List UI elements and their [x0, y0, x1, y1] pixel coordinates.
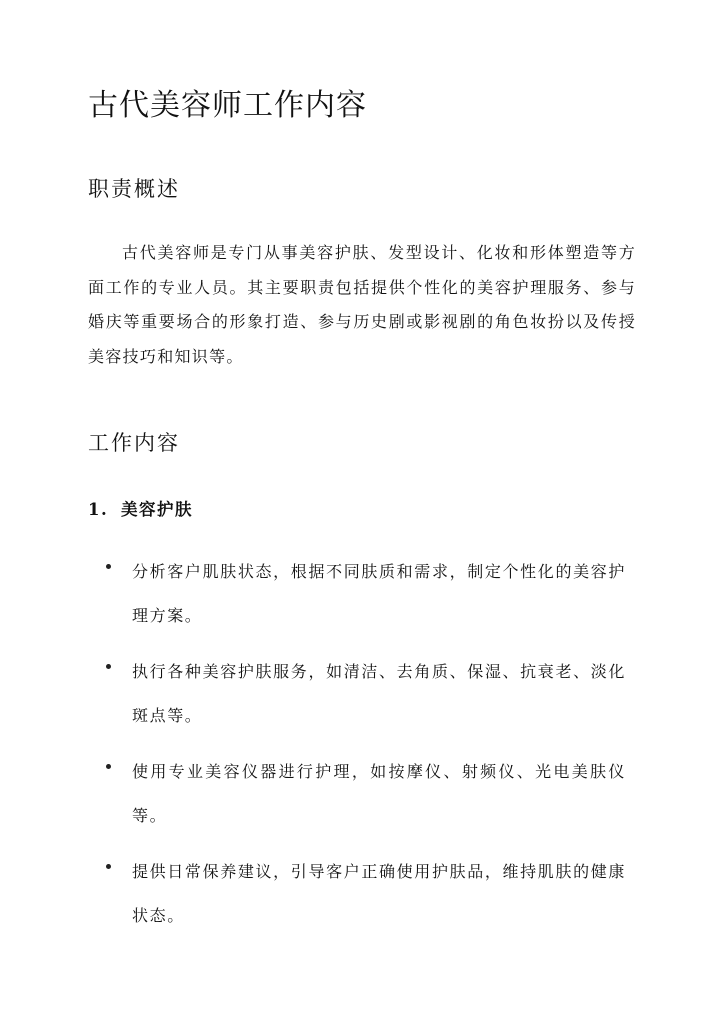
bullet-dot-icon [106, 764, 111, 769]
duties-overview-paragraph: 古代美容师是专门从事美容护肤、发型设计、化妆和形体塑造等方面工作的专业人员。其主要职责包括提供个性化的美容护理服务、参与婚庆等重要场合的形象打造、参与历史剧或影视剧的角色妆扮以及传授美容技巧和知识等。 [88, 243, 636, 366]
list-item-text: 执行各种美容护肤服务，如清洁、去角质、保湿、抗衰老、淡化斑点等。 [132, 662, 626, 725]
subsection-heading-skincare [88, 496, 193, 524]
list-item-text: 分析客户肌肤状态，根据不同肤质和需求，制定个性化的美容护理方案。 [132, 562, 626, 625]
list-item-text: 使用专业美容仪器进行护理，如按摩仪、射频仪、光电美肤仪等。 [132, 762, 626, 825]
section-heading-work-content: 工作内容 [88, 431, 180, 455]
section-heading-duties-overview: 职责概述 [88, 177, 180, 201]
document-title: 古代美容师工作内容 [88, 88, 367, 123]
subsection-number: 1. [88, 500, 109, 519]
bullet-dot-icon [106, 664, 111, 669]
list-item-text: 提供日常保养建议，引导客户正确使用护肤品，维持肌肤的健康状态。 [132, 862, 626, 925]
bullet-dot-icon [106, 564, 111, 569]
bullet-dot-icon [106, 864, 111, 869]
subsection-title: 美容护肤 [121, 500, 193, 519]
